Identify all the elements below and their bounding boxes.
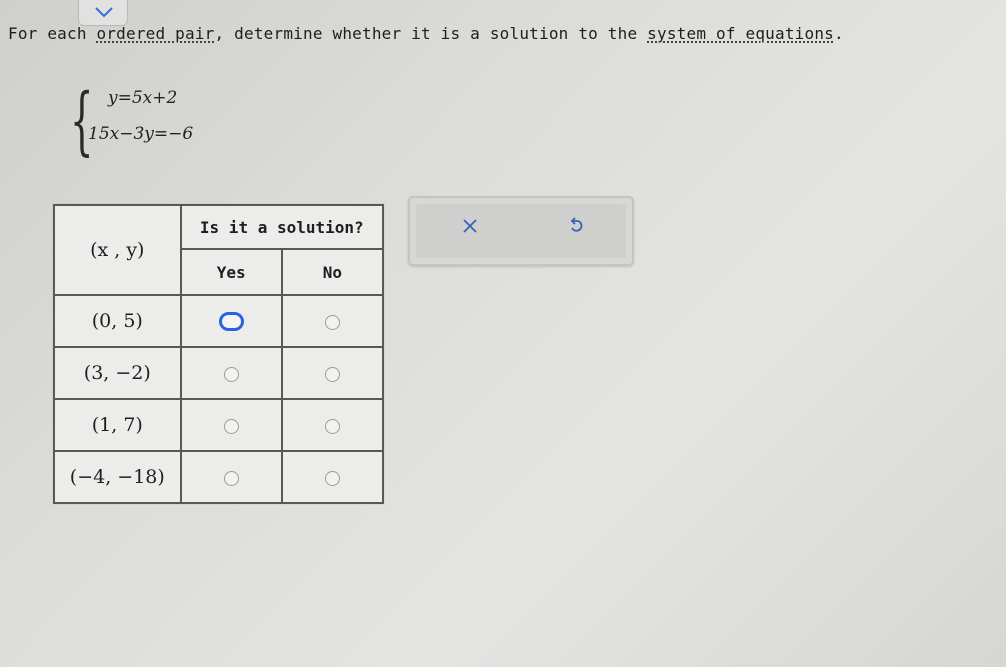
no-radio[interactable]: [325, 419, 340, 434]
undo-button[interactable]: [556, 206, 596, 246]
group-header: Is it a solution?: [181, 205, 383, 249]
yes-cell: [181, 451, 282, 503]
equation-system: [70, 78, 240, 164]
instruction-middle: , determine whether it is a solution to the: [214, 24, 648, 43]
table-row: [54, 295, 383, 347]
yes-cell: [181, 295, 282, 347]
clear-button[interactable]: [450, 206, 490, 246]
no-cell: [282, 399, 383, 451]
action-panel: [408, 196, 634, 266]
chevron-down-icon: [94, 6, 114, 18]
table-row: [54, 347, 383, 399]
yes-header: Yes: [181, 249, 282, 295]
equation-2: 15x−3y=−6: [88, 124, 194, 144]
system-brace: {: [70, 78, 94, 164]
pair-header: (x , y): [54, 205, 181, 295]
table-row: [54, 451, 383, 503]
pair-cell: (1, 7): [54, 399, 181, 451]
no-radio[interactable]: [325, 315, 340, 330]
no-cell: [282, 347, 383, 399]
instruction-text: [8, 24, 844, 43]
yes-radio[interactable]: [219, 312, 244, 331]
yes-cell: [181, 399, 282, 451]
pair-cell: (0, 5): [54, 295, 181, 347]
no-radio[interactable]: [325, 367, 340, 382]
system-of-equations-link[interactable]: system of equations: [647, 24, 834, 43]
pair-cell: (3, −2): [54, 347, 181, 399]
close-icon: [462, 218, 478, 234]
no-radio[interactable]: [325, 471, 340, 486]
yes-cell: [181, 347, 282, 399]
yes-radio[interactable]: [224, 367, 239, 382]
instruction-suffix: .: [833, 24, 844, 43]
yes-radio[interactable]: [224, 471, 239, 486]
no-cell: [282, 295, 383, 347]
yes-radio[interactable]: [224, 419, 239, 434]
pair-cell: (−4, −18): [54, 451, 181, 503]
equation-1: y=5x+2: [108, 88, 178, 108]
ordered-pair-link[interactable]: ordered pair: [96, 24, 215, 43]
collapse-toggle[interactable]: [78, 0, 128, 26]
instruction-prefix: For each: [8, 24, 97, 43]
undo-icon: [567, 216, 585, 236]
no-cell: [282, 451, 383, 503]
no-header: No: [282, 249, 383, 295]
table-row: [54, 399, 383, 451]
solution-table: [53, 204, 384, 504]
